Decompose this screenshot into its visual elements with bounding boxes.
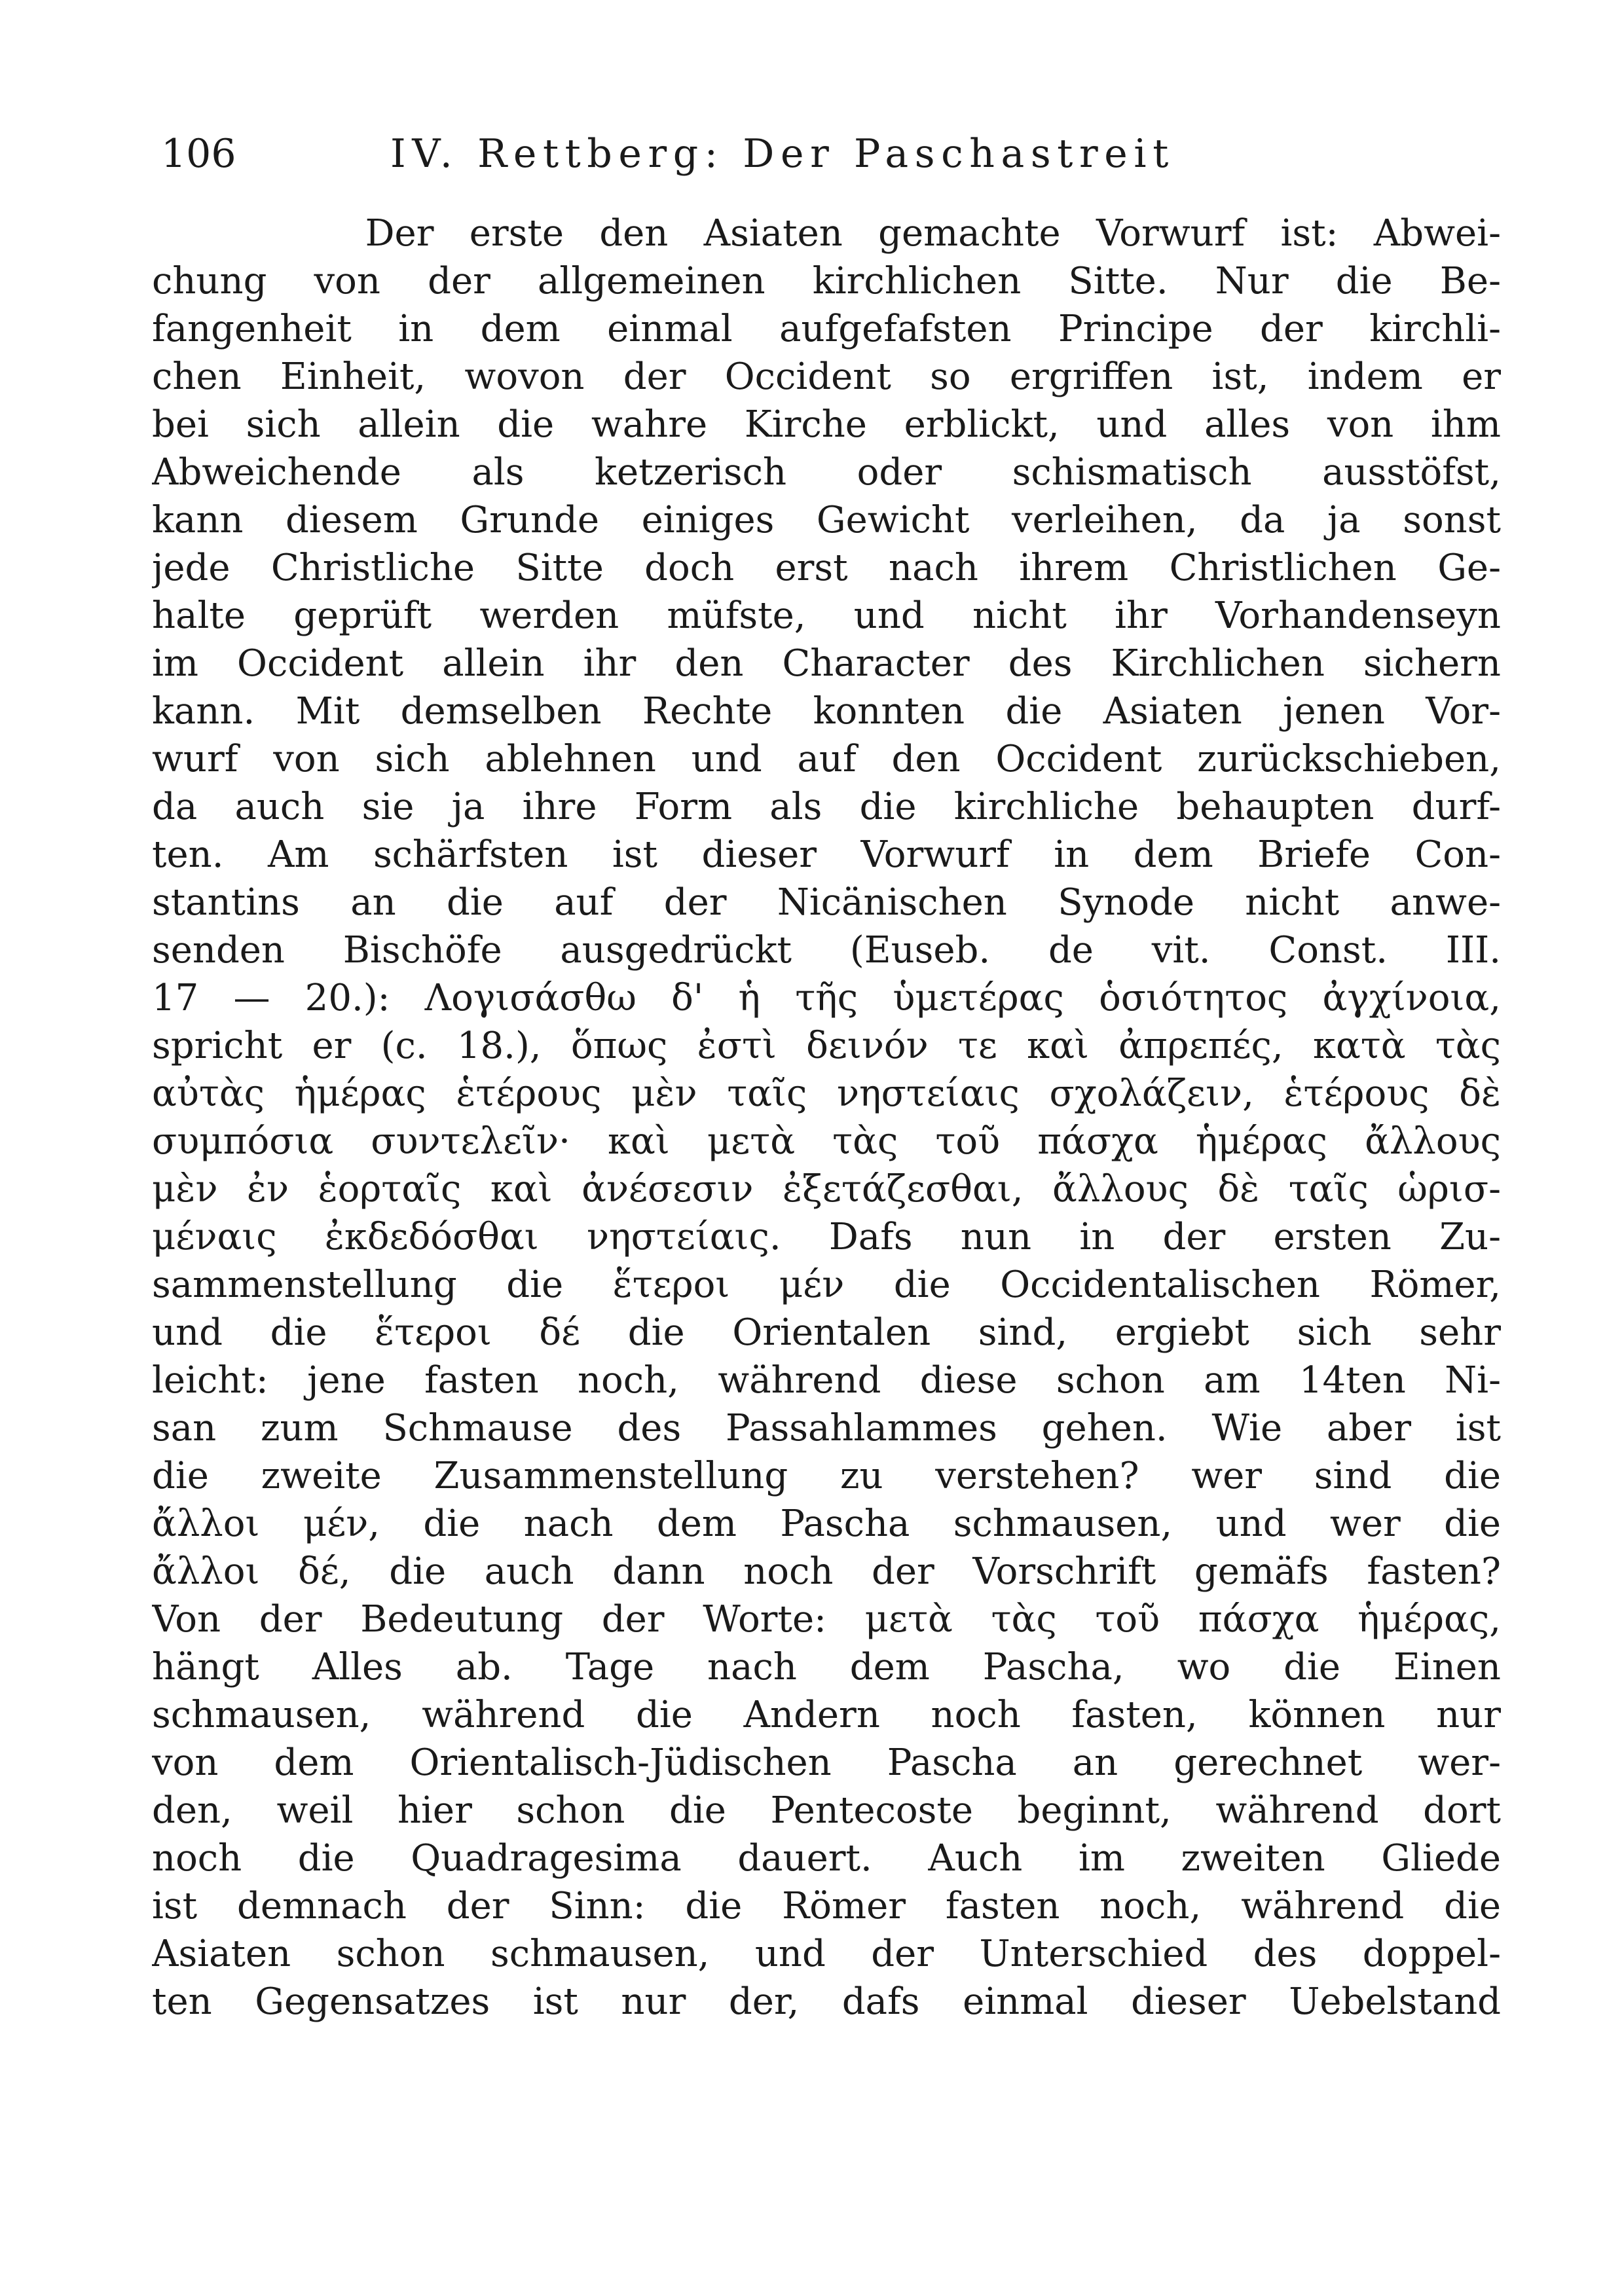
text-line: kann diesem Grunde einiges Gewicht verleihen, da ja sonst bbox=[152, 499, 1501, 541]
text-line: chen Einheit, wovon der Occident so ergriffen ist, indem er bbox=[152, 355, 1501, 398]
text-line: ten. Am schärfsten ist dieser Vorwurf in dem Briefe Con- bbox=[152, 833, 1501, 876]
text-line: die zweite Zusammenstellung zu verstehen? wer sind die bbox=[152, 1455, 1501, 1497]
text-line: Von der Bedeutung der Worte: μετὰ τὰς τοῦ πάσχα ἡμέρας, bbox=[152, 1598, 1501, 1641]
text-line: fangenheit in dem einmal aufgefafsten Principe der kirchli- bbox=[152, 308, 1501, 350]
text-line: schmausen, während die Andern noch fasten, können nur bbox=[152, 1694, 1501, 1736]
running-title: IV. Rettberg: Der Paschastreit bbox=[390, 131, 1175, 177]
text-line: συμπόσια συντελεῖν· καὶ μετὰ τὰς τοῦ πάσχα ἡμέρας ἄλλους bbox=[152, 1120, 1501, 1163]
text-line: 17 — 20.): Λογισάσθω δ' ἡ τῆς ὑμετέρας ὁσιότητος ἀγχίνοια, bbox=[152, 977, 1501, 1019]
text-line: Abweichende als ketzerisch oder schismatisch ausstöfst, bbox=[152, 451, 1501, 494]
text-line: μὲν ἐν ἑορταῖς καὶ ἀνέσεσιν ἐξετάζεσθαι, ἄλλους δὲ ταῖς ὡρισ- bbox=[152, 1168, 1501, 1211]
text-line: senden Bischöfe ausgedrückt (Euseb. de vit. Const. III. bbox=[152, 929, 1501, 972]
text-line: halte geprüft werden müfste, und nicht ihr Vorhandenseyn bbox=[152, 594, 1501, 637]
text-line: san zum Schmause des Passahlammes gehen. Wie aber ist bbox=[152, 1407, 1501, 1449]
text-line: ἄλλοι μέν, die nach dem Pascha schmausen, und wer die bbox=[152, 1503, 1501, 1545]
text-line: ten Gegensatzes ist nur der, dafs einmal dieser Uebelstand bbox=[152, 1980, 1501, 2023]
text-line: αὐτὰς ἡμέρας ἑτέρους μὲν ταῖς νηστείαις σχολάζειν, ἑτέρους δὲ bbox=[152, 1072, 1501, 1115]
text-line: bei sich allein die wahre Kirche erblickt, und alles von ihm bbox=[152, 403, 1501, 446]
text-line: von dem Orientalisch-Jüdischen Pascha an gerechnet wer- bbox=[152, 1741, 1501, 1784]
text-line: Der erste den Asiaten gemachte Vorwurf ist: Abwei- bbox=[152, 212, 1501, 255]
text-line: kann. Mit demselben Rechte konnten die Asiaten jenen Vor- bbox=[152, 690, 1501, 733]
text-line: da auch sie ja ihre Form als die kirchliche behaupten durf- bbox=[152, 786, 1501, 828]
text-line: noch die Quadragesima dauert. Auch im zweiten Gliede bbox=[152, 1837, 1501, 1880]
text-line: spricht er (c. 18.), ὅπως ἐστὶ δεινόν τε καὶ ἀπρεπές, κατὰ τὰς bbox=[152, 1025, 1501, 1067]
text-line: μέναις ἐκδεδόσθαι νηστείαις. Dafs nun in der ersten Zu- bbox=[152, 1216, 1501, 1258]
text-line: chung von der allgemeinen kirchlichen Sitte. Nur die Be- bbox=[152, 260, 1501, 302]
text-line: den, weil hier schon die Pentecoste beginnt, während dort bbox=[152, 1789, 1501, 1832]
text-line: ist demnach der Sinn: die Römer fasten noch, während die bbox=[152, 1885, 1501, 1927]
text-line: im Occident allein ihr den Character des Kirchlichen sichern bbox=[152, 642, 1501, 685]
text-line: Asiaten schon schmausen, und der Unterschied des doppel- bbox=[152, 1933, 1501, 1975]
text-line: ἄλλοι δέ, die auch dann noch der Vorschrift gemäfs fasten? bbox=[152, 1550, 1501, 1593]
body-text bbox=[152, 210, 1501, 2026]
text-line: sammenstellung die ἕτεροι μέν die Occidentalischen Römer, bbox=[152, 1264, 1501, 1306]
text-line: hängt Alles ab. Tage nach dem Pascha, wo die Einen bbox=[152, 1646, 1501, 1688]
text-line: stantins an die auf der Nicänischen Synode nicht anwe- bbox=[152, 881, 1501, 924]
page-header bbox=[161, 124, 1549, 183]
text-line: wurf von sich ablehnen und auf den Occident zurückschieben, bbox=[152, 738, 1501, 780]
page-number: 106 bbox=[161, 131, 236, 177]
text-line: und die ἕτεροι δέ die Orientalen sind, ergiebt sich sehr bbox=[152, 1311, 1501, 1354]
text-line: leicht: jene fasten noch, während diese schon am 14ten Ni- bbox=[152, 1359, 1501, 1402]
text-line: jede Christliche Sitte doch erst nach ihrem Christlichen Ge- bbox=[152, 547, 1501, 589]
